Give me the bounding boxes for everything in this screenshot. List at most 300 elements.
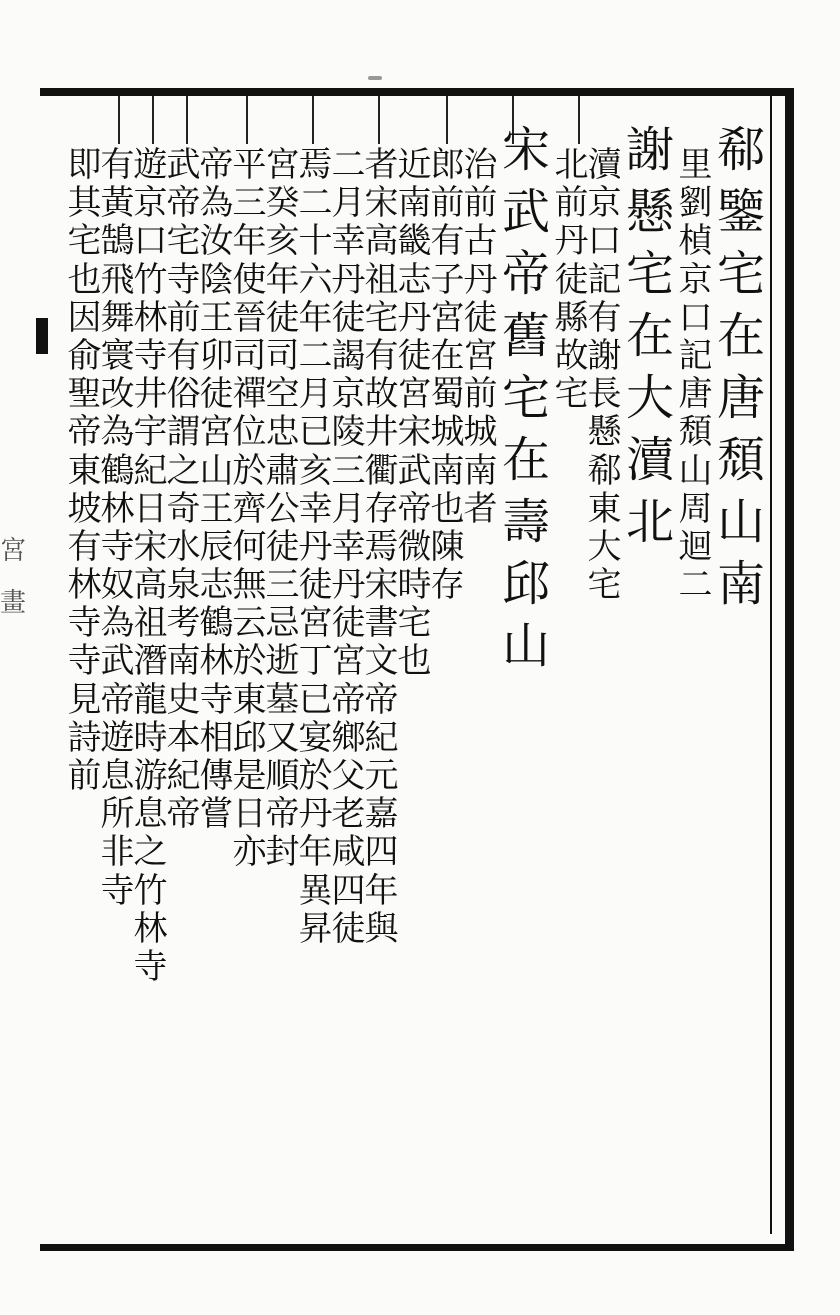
glyph: 晉 [232,297,267,338]
glyph: 宮 [463,335,498,376]
column-rule [446,96,448,144]
glyph: 壽 [501,494,550,550]
annotation-column [331,145,366,950]
glyph: 紀 [166,756,201,796]
glyph: 宮 [265,145,300,185]
glyph: 山 [678,450,713,491]
glyph: 帝 [199,145,234,185]
glyph: 傳 [199,756,234,796]
glyph: 宮 [199,412,234,453]
annotation-column [397,145,432,683]
glyph: 林 [133,908,168,949]
glyph: 空 [265,374,300,415]
annotation-column [67,145,102,797]
glyph: 禪 [232,374,267,415]
annotation-column [364,145,399,950]
annotation-column [166,145,201,835]
annotation-column [199,145,234,835]
glyph: 近 [397,145,432,185]
glyph: 水 [166,526,201,567]
glyph: 息 [133,794,168,835]
glyph: 竹 [133,870,168,911]
glyph: 四 [331,870,366,911]
glyph: 即 [67,145,102,185]
glyph: 武 [100,641,135,682]
glyph: 前 [67,756,102,796]
glyph: 口 [587,221,622,262]
glyph: 帝 [265,794,300,835]
glyph: 有 [587,297,622,338]
glyph: 蜀 [430,374,465,415]
paper-speck [368,76,382,80]
glyph: 月 [331,183,366,224]
annotation-column [463,145,498,530]
bleed-through-char: 宮 [0,536,27,566]
glyph: 宇 [133,412,168,453]
glyph: 日 [232,794,267,835]
glyph: 有 [67,526,102,567]
glyph: 宮 [331,641,366,682]
glyph: 使 [232,259,267,300]
glyph: 里 [678,145,713,185]
glyph: 宅 [625,246,674,302]
glyph: 本 [166,717,201,758]
fold-marker [36,318,48,354]
glyph: 丹 [331,259,366,300]
glyph: 陵 [331,412,366,453]
glyph: 帝 [397,488,432,529]
glyph: 焉 [364,526,399,567]
glyph: 徒 [331,603,366,644]
glyph: 鶴 [199,603,234,644]
glyph: 北 [625,494,674,550]
glyph: 前 [463,374,498,415]
glyph: 辰 [199,526,234,567]
glyph: 宋 [133,526,168,567]
glyph: 亥 [265,221,300,262]
glyph: 二 [298,183,333,224]
glyph: 已 [298,679,333,720]
glyph: 六 [298,259,333,300]
glyph: 京 [331,374,366,415]
glyph: 潛 [133,641,168,682]
annotation-column [265,145,300,874]
glyph: 楨 [678,221,713,262]
glyph: 所 [100,794,135,835]
glyph: 郎 [430,145,465,185]
glyph: 頹 [678,412,713,453]
annotation-column [554,145,589,415]
glyph: 祖 [364,259,399,300]
glyph: 鄉 [331,717,366,758]
glyph: 者 [364,145,399,185]
glyph: 山 [716,494,765,550]
glyph: 嘗 [199,794,234,835]
glyph: 古 [463,221,498,262]
glyph: 唐 [678,374,713,415]
glyph: 忠 [265,412,300,453]
glyph: 其 [67,183,102,224]
glyph: 之 [166,450,201,491]
glyph: 徒 [463,297,498,338]
glyph: 十 [298,221,333,262]
glyph: 幸 [331,526,366,567]
glyph: 王 [199,297,234,338]
glyph: 宋 [364,565,399,606]
glyph: 於 [232,450,267,491]
glyph: 年 [265,259,300,300]
glyph: 司 [232,335,267,376]
glyph: 徒 [265,297,300,338]
entry-title-column [621,122,679,560]
glyph: 書 [364,603,399,644]
glyph: 有 [430,221,465,262]
glyph: 龍 [133,679,168,720]
glyph: 三 [265,565,300,606]
glyph: 記 [587,259,622,300]
column-rule [378,96,380,144]
glyph: 林 [67,565,102,606]
glyph: 在 [501,432,550,488]
glyph: 故 [364,374,399,415]
glyph: 帝 [331,679,366,720]
glyph: 息 [100,756,135,796]
glyph: 畿 [397,221,432,262]
glyph: 又 [265,717,300,758]
glyph: 故 [554,335,589,376]
glyph: 竹 [133,259,168,300]
glyph: 肅 [265,450,300,491]
annotation-column [133,145,168,988]
glyph: 癸 [265,183,300,224]
glyph: 劉 [678,183,713,224]
glyph: 昇 [298,908,333,949]
glyph: 寺 [100,526,135,567]
glyph: 泉 [166,565,201,606]
glyph: 異 [298,870,333,911]
glyph: 已 [298,412,333,453]
glyph: 志 [397,259,432,300]
glyph: 在 [625,308,674,364]
glyph: 有 [166,335,201,376]
glyph: 邱 [501,556,550,612]
glyph: 邱 [232,717,267,758]
glyph: 在 [430,335,465,376]
glyph: 寰 [100,335,135,376]
glyph: 帝 [166,183,201,224]
glyph: 俞 [67,335,102,376]
glyph: 年 [298,832,333,873]
glyph: 坡 [67,488,102,529]
column-rule [578,96,580,144]
glyph: 縣 [554,297,589,338]
glyph: 幸 [298,488,333,529]
glyph: 舊 [501,308,550,364]
glyph: 謝 [587,335,622,376]
glyph: 俗 [166,374,201,415]
glyph: 宅 [716,246,765,302]
glyph: 帝 [67,412,102,453]
glyph: 口 [133,221,168,262]
glyph: 紀 [364,717,399,758]
glyph: 前 [463,183,498,224]
glyph: 老 [331,794,366,835]
glyph: 奇 [166,488,201,529]
glyph: 林 [199,641,234,682]
glyph: 丹 [331,565,366,606]
frame-inner-rule [770,96,772,1234]
glyph: 鶴 [100,450,135,491]
glyph: 二 [298,335,333,376]
glyph: 長 [587,374,622,415]
glyph: 宅 [166,221,201,262]
glyph: 之 [133,832,168,873]
entry-title-column [497,122,555,684]
column-rule [118,96,120,144]
glyph: 武 [397,450,432,491]
glyph: 忌 [265,603,300,644]
glyph: 咸 [331,832,366,873]
glyph: 在 [716,308,765,364]
glyph: 郗 [716,122,765,178]
glyph: 順 [265,756,300,796]
glyph: 時 [397,565,432,606]
annotation-column [678,145,713,606]
glyph: 黃 [100,183,135,224]
glyph: 齊 [232,488,267,529]
glyph: 二 [678,565,713,606]
glyph: 位 [232,412,267,453]
glyph: 林 [100,488,135,529]
glyph: 公 [265,488,300,529]
entry-title-column [712,122,770,622]
glyph: 遊 [133,145,168,185]
glyph: 宮 [298,603,333,644]
glyph: 井 [364,412,399,453]
glyph: 丹 [298,526,333,567]
glyph: 宮 [397,374,432,415]
glyph: 年 [364,870,399,911]
glyph: 謂 [166,412,201,453]
glyph: 高 [133,565,168,606]
glyph: 為 [100,412,135,453]
glyph: 者 [463,488,498,529]
glyph: 唐 [716,370,765,426]
glyph: 治 [463,145,498,185]
bleed-through-char: 畫 [0,588,27,618]
glyph: 前 [554,183,589,224]
glyph: 徒 [331,297,366,338]
glyph: 京 [678,259,713,300]
glyph: 墓 [265,679,300,720]
glyph: 徒 [397,335,432,376]
glyph: 三 [232,183,267,224]
glyph: 京 [587,183,622,224]
glyph: 武 [501,184,550,240]
glyph: 丹 [554,221,589,262]
glyph: 宮 [430,297,465,338]
glyph: 飛 [100,259,135,300]
glyph: 為 [100,603,135,644]
glyph: 時 [133,717,168,758]
glyph: 改 [100,374,135,415]
glyph: 有 [364,335,399,376]
glyph: 宋 [397,412,432,453]
glyph: 城 [430,412,465,453]
glyph: 丹 [397,297,432,338]
glyph: 司 [265,335,300,376]
glyph: 徒 [331,908,366,949]
glyph: 父 [331,756,366,796]
glyph: 頹 [716,432,765,488]
glyph: 前 [430,183,465,224]
glyph: 懸 [587,412,622,453]
annotation-column [298,145,333,950]
glyph: 舞 [100,297,135,338]
glyph: 有 [100,145,135,185]
glyph: 陳 [430,526,465,567]
glyph: 城 [463,412,498,453]
glyph: 嘉 [364,794,399,835]
glyph: 亥 [298,450,333,491]
glyph: 年 [298,297,333,338]
glyph: 日 [133,488,168,529]
glyph: 井 [133,374,168,415]
glyph: 宋 [501,122,550,178]
annotation-column [587,145,622,606]
glyph: 見 [67,679,102,720]
glyph: 南 [716,556,765,612]
glyph: 云 [232,603,267,644]
glyph: 寺 [166,259,201,300]
glyph: 丹 [463,259,498,300]
glyph: 奴 [100,565,135,606]
glyph: 史 [166,679,201,720]
glyph: 祖 [133,603,168,644]
glyph: 東 [232,679,267,720]
glyph: 無 [232,565,267,606]
glyph: 郗 [587,450,622,491]
glyph: 帝 [501,246,550,302]
glyph: 子 [430,259,465,300]
glyph: 東 [67,450,102,491]
glyph: 記 [678,335,713,376]
glyph: 宅 [587,565,622,606]
glyph: 武 [166,145,201,185]
glyph: 林 [133,297,168,338]
glyph: 瀆 [587,145,622,185]
glyph: 宅 [554,374,589,415]
glyph: 考 [166,603,201,644]
glyph: 帝 [100,679,135,720]
glyph: 帝 [166,794,201,835]
glyph: 為 [199,183,234,224]
glyph: 宅 [501,370,550,426]
glyph: 高 [364,221,399,262]
glyph: 月 [298,374,333,415]
glyph: 卯 [199,335,234,376]
glyph: 寺 [133,335,168,376]
glyph: 也 [430,488,465,529]
glyph: 二 [331,145,366,185]
glyph: 遊 [100,717,135,758]
glyph: 因 [67,297,102,338]
glyph: 宴 [298,717,333,758]
glyph: 也 [67,259,102,300]
glyph: 微 [397,526,432,567]
glyph: 丹 [298,794,333,835]
glyph: 聖 [67,374,102,415]
annotation-column [430,145,465,606]
glyph: 游 [133,756,168,796]
glyph: 宅 [397,603,432,644]
glyph: 南 [463,450,498,491]
column-rule [312,96,314,144]
glyph: 瀆 [625,432,674,488]
glyph: 與 [364,908,399,949]
glyph: 鑒 [716,184,765,240]
glyph: 謁 [331,335,366,376]
glyph: 非 [100,832,135,873]
glyph: 徒 [298,565,333,606]
glyph: 衢 [364,450,399,491]
glyph: 東 [587,488,622,529]
glyph: 於 [298,756,333,796]
glyph: 也 [397,641,432,682]
glyph: 平 [232,145,267,185]
column-rule [246,96,248,144]
glyph: 山 [501,618,550,674]
glyph: 周 [678,488,713,529]
glyph: 南 [397,183,432,224]
glyph: 三 [331,450,366,491]
glyph: 寺 [67,641,102,682]
glyph: 南 [430,450,465,491]
glyph: 寺 [100,870,135,911]
glyph: 前 [166,297,201,338]
glyph: 寺 [133,946,168,987]
glyph: 北 [554,145,589,185]
glyph: 南 [166,641,201,682]
glyph: 懸 [625,184,674,240]
glyph: 焉 [298,145,333,185]
glyph: 汝 [199,221,234,262]
glyph: 存 [364,488,399,529]
glyph: 寺 [67,603,102,644]
glyph: 山 [199,450,234,491]
glyph: 紀 [133,450,168,491]
glyph: 謝 [625,122,674,178]
glyph: 陰 [199,259,234,300]
glyph: 帝 [364,679,399,720]
glyph: 文 [364,641,399,682]
glyph: 大 [587,526,622,567]
glyph: 月 [331,488,366,529]
glyph: 口 [678,297,713,338]
glyph: 寺 [199,679,234,720]
glyph: 四 [364,832,399,873]
glyph: 徒 [265,526,300,567]
glyph: 元 [364,756,399,796]
glyph: 年 [232,221,267,262]
glyph: 大 [625,370,674,426]
column-rule [152,96,154,144]
glyph: 相 [199,717,234,758]
glyph: 宅 [67,221,102,262]
annotation-column [100,145,135,912]
glyph: 亦 [232,832,267,873]
glyph: 封 [265,832,300,873]
